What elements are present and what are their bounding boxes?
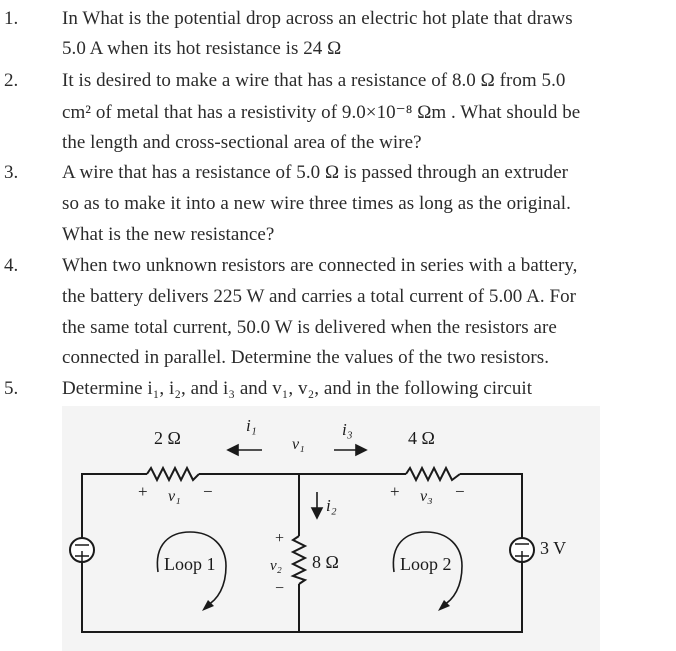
v3-minus-sign: − (455, 482, 465, 501)
question-number: 1. (4, 8, 19, 29)
resistor-4ohm-label: 4 Ω (408, 428, 435, 448)
voltage-v3-label: v₃ (420, 488, 433, 505)
question-text-line: the battery delivers 225 W and carries a total current of 5.00 A. For (62, 286, 577, 307)
resistor-2ohm (147, 468, 199, 480)
circuit-diagram (62, 406, 600, 651)
resistor-2ohm-label: 2 Ω (154, 428, 181, 448)
question-text-line: connected in parallel. Determine the values of the two resistors. (62, 347, 550, 368)
current-i2-label: i₂ (326, 496, 337, 515)
voltage-v1-top-label: v₁ (292, 436, 305, 453)
question-text-line: Determine i₁, i₂, and i₃ and v₁, v₂, and in the following circuit (62, 378, 533, 399)
resistor-8ohm-label: 8 Ω (312, 552, 339, 572)
loop-2-label: Loop 2 (400, 554, 452, 574)
question-number: 5. (4, 378, 19, 399)
resistor-4ohm (406, 468, 460, 480)
circuit-wiring (62, 406, 600, 651)
arrow-i1 (228, 445, 262, 455)
v2-plus-sign: + (275, 530, 285, 547)
voltage-v2-label: v₂ (270, 558, 282, 574)
arrow-i3 (334, 445, 366, 455)
current-i1-label: i₁ (246, 416, 257, 435)
question-text-line: What is the new resistance? (62, 224, 275, 245)
v2-minus-sign: − (275, 580, 285, 597)
resistor-8ohm (293, 536, 305, 584)
source-voltage-label: 3 V (540, 538, 567, 558)
voltage-v1-label: v₁ (168, 488, 181, 505)
question-number: 3. (4, 162, 19, 183)
question-text-line: A wire that has a resistance of 5.0 Ω is passed through an extruder (62, 162, 569, 183)
question-text-line: 5.0 A when its hot resistance is 24 Ω (62, 38, 342, 59)
question-text-line: the same total current, 50.0 W is delivered when the resistors are (62, 317, 557, 338)
v1-minus-sign: − (203, 482, 213, 501)
question-number: 2. (4, 70, 19, 91)
question-text-line: When two unknown resistors are connected in series with a battery, (62, 255, 578, 276)
arrow-i2 (312, 492, 322, 518)
question-text-line: It is desired to make a wire that has a resistance of 8.0 Ω from 5.0 (62, 70, 566, 91)
question-number: 4. (4, 255, 19, 276)
question-text-line: the length and cross-sectional area of the wire? (62, 132, 422, 153)
v1-plus-sign: + (138, 482, 148, 501)
question-text-line: so as to make it into a new wire three times as long as the original. (62, 193, 571, 214)
loop-1-label: Loop 1 (164, 554, 216, 574)
v3-plus-sign: + (390, 482, 400, 501)
current-i3-label: i₃ (342, 420, 353, 439)
question-text-line: In What is the potential drop across an electric hot plate that draws (62, 8, 573, 29)
question-text-line: cm² of metal that has a resistivity of 9.0×10⁻⁸ Ωm . What should be (62, 102, 581, 123)
